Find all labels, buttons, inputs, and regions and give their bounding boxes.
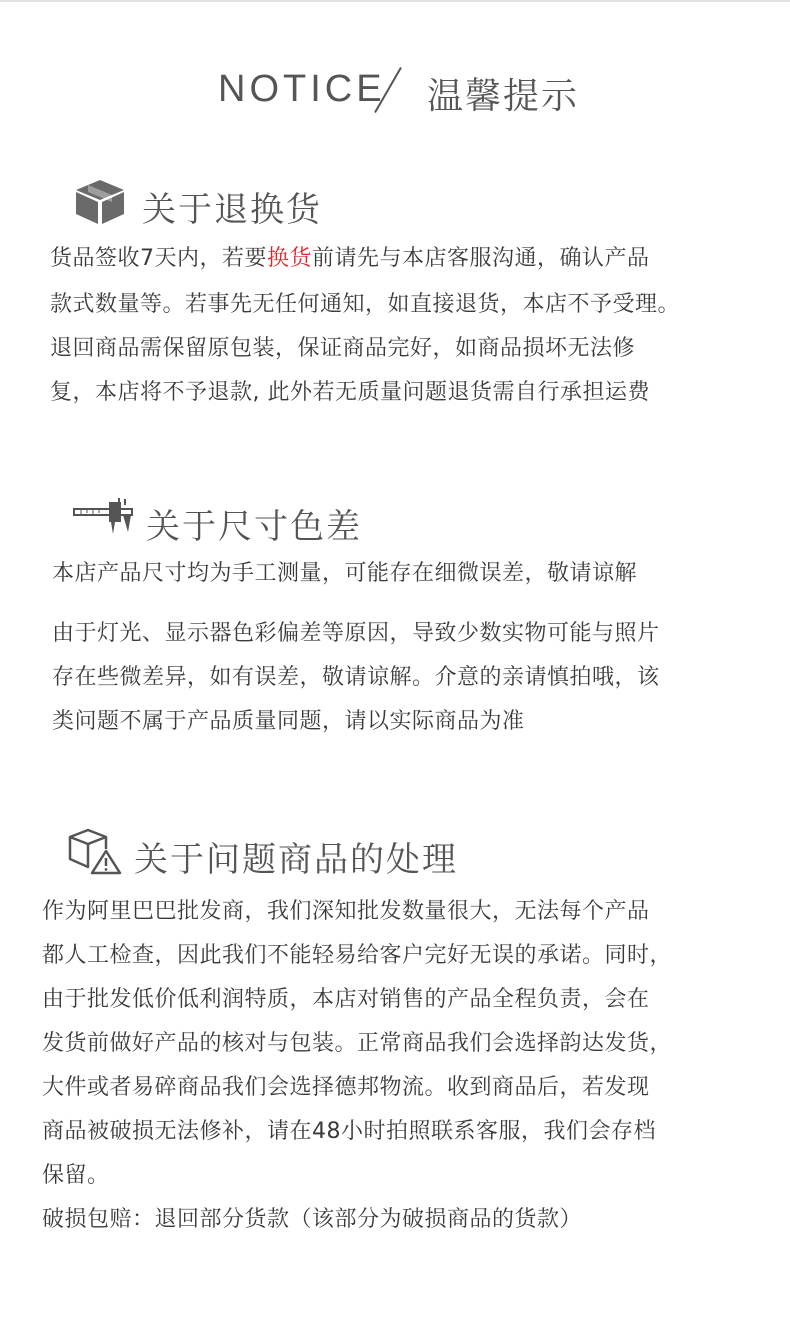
- notice-title-cn: 温馨提示: [427, 76, 580, 117]
- section-title-returns: 关于退换货: [142, 190, 322, 230]
- returns-line-3: 退回商品需保留原包装，保证商品完好，如商品损坏无法修: [50, 336, 636, 361]
- box-icon: [74, 178, 126, 230]
- size-line-3: 存在些微差异，如有误差，敬请谅解。介意的亲请慎拍哦，该: [52, 665, 660, 690]
- section-title-size: 关于尺寸色差: [146, 507, 362, 547]
- problem-line-6: 商品被破损无法修补，请在48小时拍照联系客服，我们会存档: [42, 1119, 656, 1144]
- problem-line-8: 破损包赔：退回部分货款（该部分为破损商品的货款）: [42, 1207, 583, 1232]
- problem-line-1: 作为阿里巴巴批发商，我们深知批发数量很大，无法每个产品: [42, 899, 650, 924]
- caliper-icon: [73, 496, 135, 540]
- problem-line-3: 由于批发低价低利润特质，本店对销售的产品全程负责，会在: [42, 987, 650, 1012]
- size-line-2: 由于灯光、显示器色彩偏差等原因，导致少数实物可能与照片: [52, 621, 660, 646]
- box-warning-icon: [68, 827, 122, 879]
- problem-line-5: 大件或者易碎商品我们会选择德邦物流。收到商品后，若发现: [42, 1075, 650, 1100]
- size-line-1: 本店产品尺寸均为手工测量，可能存在细微误差，敬请谅解: [52, 561, 638, 586]
- notice-header: [0, 60, 790, 120]
- notice-title-en: NOTICE: [218, 68, 386, 110]
- problem-line-7: 保留。: [42, 1163, 110, 1188]
- section-title-problem: 关于问题商品的处理: [134, 840, 458, 880]
- returns-line-2: 款式数量等。若事先无任何通知，如直接退货，本店不予受理。: [50, 292, 681, 317]
- problem-line-2: 都人工检查，因此我们不能轻易给客户完好无误的承诺。同时，: [42, 943, 673, 968]
- top-divider: [0, 0, 790, 2]
- returns-line-1-pre: 货品签收7天内，若要: [50, 246, 267, 271]
- returns-line-1-post: 前请先与本店客服沟通，确认产品: [312, 246, 650, 271]
- highlight-exchange: 换货: [267, 246, 313, 271]
- returns-line-4: 复，本店将不予退款, 此外若无质量问题退货需自行承担运费: [50, 380, 650, 405]
- problem-line-4: 发货前做好产品的核对与包装。正常商品我们会选择韵达发货，: [42, 1031, 673, 1056]
- size-line-4: 类问题不属于产品质量同题，请以实际商品为准: [52, 709, 525, 734]
- returns-line-1: [50, 241, 650, 272]
